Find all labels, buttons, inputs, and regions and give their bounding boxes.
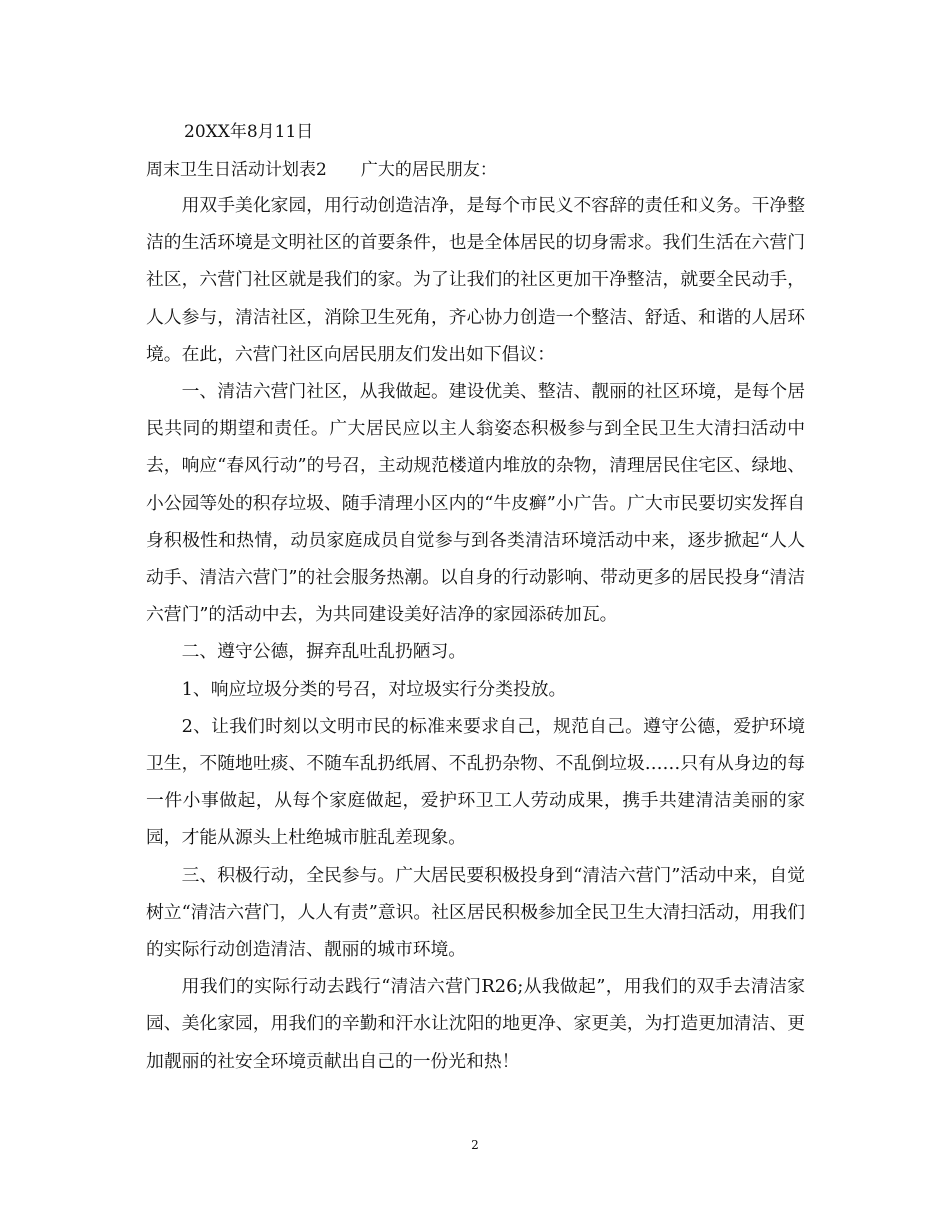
- paragraph-point-2: 二、遵守公德，摒弃乱吐乱扔陋习。: [181, 641, 467, 663]
- document-title: 周末卫生日活动计划表2: [146, 160, 327, 180]
- letter-date: 20XX年8月11日: [184, 122, 314, 142]
- paragraph-point-3: 三、积极行动，全民参与。广大居民要积极投身到“清洁六营门”活动中来，自觉树立“清洁六营门，人人有责”意识。社区居民积极参加全民卫生大清扫活动，用我们的实际行动创造清洁、靓丽的城市环境。: [146, 864, 805, 961]
- greeting: 广大的居民朋友：: [360, 160, 497, 180]
- paragraph-point-1: 一、清洁六营门社区，从我做起。建设优美、整洁、靓丽的社区环境，是每个居民共同的期望和责任。广大居民应以主人翁姿态积极参与到全民卫生大清扫活动中去，响应“春风行动”的号召，主动规范楼道内堆放的杂物，清理居民住宅区、绿地、小公园等处的积存垃圾、随手清理小区内的“牛皮癣”小广告。广大市民要切实发挥自身积极性和热情，动员家庭成员自觉参与到各类清洁环境活动中来，逐步掀起“人人动手、清洁六营门”的社会服务热潮。以自身的行动影响、带动更多的居民投身“清洁六营门”的活动中去，为共同建设美好洁净的家园添砖加瓦。: [146, 381, 805, 626]
- page-number: 2: [471, 1138, 479, 1152]
- paragraph-closing: 用我们的实际行动去践行“清洁六营门R26;从我做起”，用我们的双手去清洁家园、美化家园，用我们的辛勤和汗水让沈阳的地更净、家更美，为打造更加清洁、更加靓丽的社安全环境贡献出自己的一份光和热！: [146, 976, 805, 1072]
- paragraph-intro: 用双手美化家园，用行动创造洁净，是每个市民义不容辞的责任和义务。干净整洁的生活环境是文明社区的首要条件，也是全体居民的切身需求。我们生活在六营门社区，六营门社区就是我们的家。为了让我们的社区更加干净整洁，就要全民动手，人人参与，清洁社区，消除卫生死角，齐心协力创造一个整洁、舒适、和谐的人居环境。在此，六营门社区向居民朋友们发出如下倡议：: [146, 195, 805, 365]
- paragraph-item-1: 1、响应垃圾分类的号召，对垃圾实行分类投放。: [181, 678, 567, 700]
- body-text: [146, 187, 805, 1080]
- title-line: [146, 160, 497, 180]
- paragraph-item-2: 2、让我们时刻以文明市民的标准来要求自己，规范自己。遵守公德，爱护环境卫生，不随地吐痰、不随车乱扔纸屑、不乱扔杂物、不乱倒垃圾……只有从身边的每一件小事做起，从每个家庭做起，爱护环卫工人劳动成果，携手共建清洁美丽的家园，才能从源头上杜绝城市脏乱差现象。: [146, 715, 805, 849]
